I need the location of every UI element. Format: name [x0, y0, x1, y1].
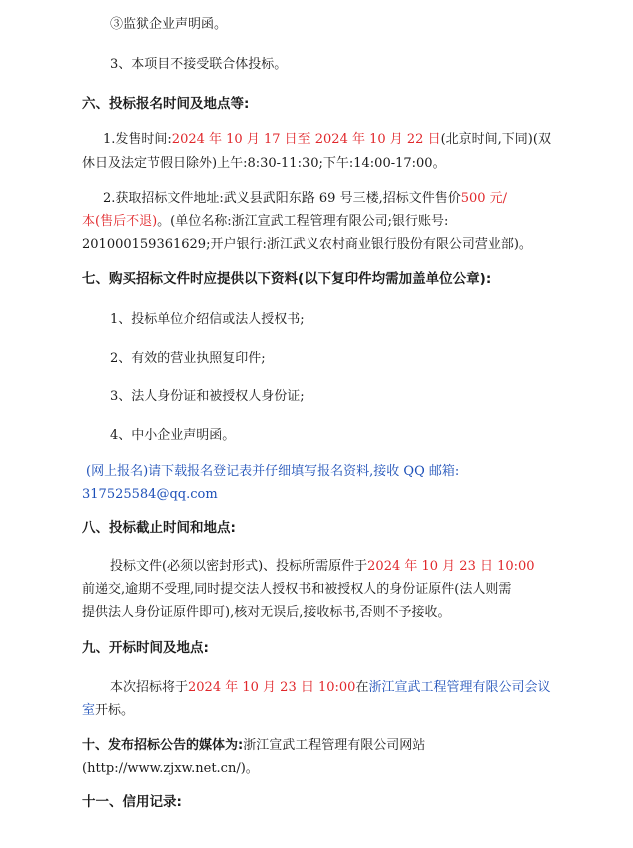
deadline-line-1 [110, 558, 535, 575]
opening-venue: 浙江宣武工程管理有限公司会议 [368, 680, 551, 695]
opening-datetime: 2024 年 10 月 23 日 10:00 [188, 680, 356, 695]
bank-info-start: 。(单位名称:浙江宣武工程管理有限公司;银行账号: [157, 214, 449, 229]
required-item-4: 4、中小企业声明函。 [110, 428, 236, 443]
sale-time-line-2: 休日及法定节假日除外)上午:8:30-11:30;下午:14:00-17:00。 [82, 156, 446, 171]
sale-time-dates: 2024 年 10 月 17 日至 2024 年 10 月 22 日 [171, 132, 441, 147]
section-11-title: 十一、信用记录: [82, 794, 182, 810]
qq-email[interactable]: 317525584@qq.com [82, 487, 218, 502]
sale-time-label: 1.发售时间: [103, 132, 172, 147]
opening-venue-end: 室 [82, 703, 96, 718]
section-10-title: 十、发布招标公告的媒体为: [82, 738, 244, 753]
required-item-1: 1、投标单位介绍信或法人授权书; [110, 312, 305, 327]
no-consortium-item: 3、本项目不接受联合体投标。 [110, 57, 288, 72]
section-9-title: 九、开标时间及地点: [82, 640, 209, 656]
section-7-title: 七、购买招标文件时应提供以下资料(以下复印件均需加盖单位公章): [82, 271, 492, 287]
opening-line-2 [82, 702, 134, 719]
section-8-title: 八、投标截止时间和地点: [82, 520, 236, 536]
deadline-datetime: 2024 年 10 月 23 日 10:00 [367, 559, 535, 574]
sale-time-line-1 [103, 131, 551, 148]
doc-address-line-2 [82, 213, 448, 230]
prison-enterprise-item: ③监狱企业声明函。 [110, 17, 228, 32]
doc-address-line-3: 201000159361629;开户银行:浙江武义农村商业银行股份有限公司营业部)。 [82, 237, 532, 252]
opening-text: 本次招标将于 [110, 680, 189, 695]
section-10-line [82, 737, 425, 754]
online-registration-line: (网上报名)请下载报名登记表并仔细填写报名资料,接收 QQ 邮箱: [86, 464, 460, 479]
doc-address-line-1 [103, 190, 507, 207]
opening-line-1 [110, 679, 550, 696]
opening-end: 开标。 [95, 703, 135, 718]
required-item-3: 3、法人身份证和被授权人身份证; [110, 389, 305, 404]
deadline-line-3: 提供法人身份证原件即可),核对无误后,接收标书,否则不予接收。 [82, 605, 451, 620]
deadline-text: 投标文件(必须以密封形式)、投标所需原件于 [110, 559, 368, 574]
sale-time-note: (北京时间,下同)(双 [440, 132, 551, 147]
media-url[interactable]: (http://www.zjxw.net.cn/)。 [82, 761, 259, 776]
deadline-line-2: 前递交,逾期不受理,同时提交法人授权书和被授权人的身份证原件(法人则需 [82, 582, 512, 597]
doc-price: 500 元/ [460, 191, 508, 206]
opening-at: 在 [355, 680, 369, 695]
section-6-title: 六、投标报名时间及地点等: [82, 96, 250, 112]
media-website-name: 浙江宣武工程管理有限公司网站 [243, 738, 426, 753]
required-item-2: 2、有效的营业执照复印件; [110, 351, 266, 366]
doc-address-text: 2.获取招标文件地址:武义县武阳东路 69 号三楼,招标文件售价 [103, 191, 461, 206]
no-refund-note: 本(售后不退) [82, 214, 158, 229]
